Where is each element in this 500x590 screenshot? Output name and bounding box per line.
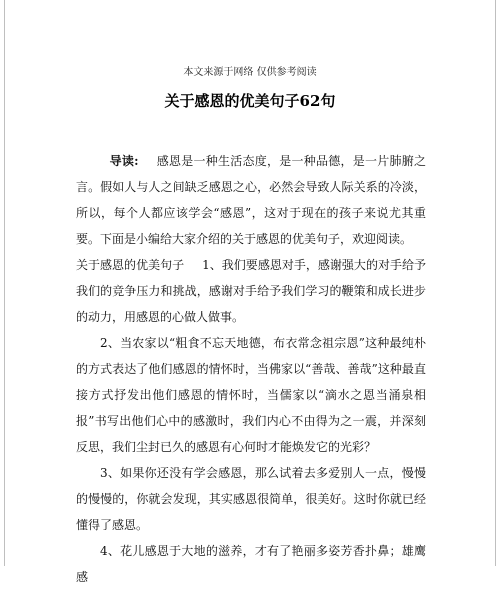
intro-paragraph bbox=[76, 148, 426, 252]
document-title: 关于感恩的优美句子62句 bbox=[164, 92, 336, 110]
list-item-3: 3、如果你还没有学会感恩，那么试着去多爱别人一点，慢慢的慢慢的，你就会发现，其实感恩很简单，很美好。这时你就已经懂得了感恩。 bbox=[76, 466, 426, 532]
list-item-2: 2、当农家以“粗食不忘天地德，布衣常念祖宗恩”这种最纯朴的方式表达了他们感恩的情怀时，当佛家以“善哉、善哉”这种最直接方式抒发出他们感恩的情怀时，当儒家以“滴水之恩当涌泉相报”书写出他们心中的感激时，我们内心不由得为之一震，并深刻反思，我们尘封已久的感恩有心何时才能焕发它的光彩？ bbox=[76, 336, 426, 454]
section-paragraph bbox=[76, 252, 426, 330]
intro-text: 感恩是一种生活态度，是一种品德，是一片肺腑之言。假如人与人之间缺乏感恩之心，必然会导致人际关系的冷淡，所以，每个人都应该学会“感恩”，这对于现在的孩子来说尤其重要。下面是小编给大家介绍的关于感恩的优美句子，欢迎阅读。 bbox=[76, 154, 426, 246]
section-heading: 关于感恩的优美句子 bbox=[76, 258, 185, 272]
source-notice: 本文来源于网络 仅供参考阅读 bbox=[183, 67, 317, 78]
document-body bbox=[76, 148, 426, 590]
list-item-1: 1、我们要感恩对手，感谢强大的对手给予我们的竞争压力和挑战，感谢对手给予我们学习的鞭策和成长进步的动力，用感恩的心做人做事。 bbox=[76, 258, 426, 324]
lead-label: 导读: bbox=[109, 154, 139, 168]
list-item-4: 4、花儿感恩于大地的滋养，才有了艳丽多姿芳香扑鼻；雄鹰感 bbox=[76, 544, 426, 584]
